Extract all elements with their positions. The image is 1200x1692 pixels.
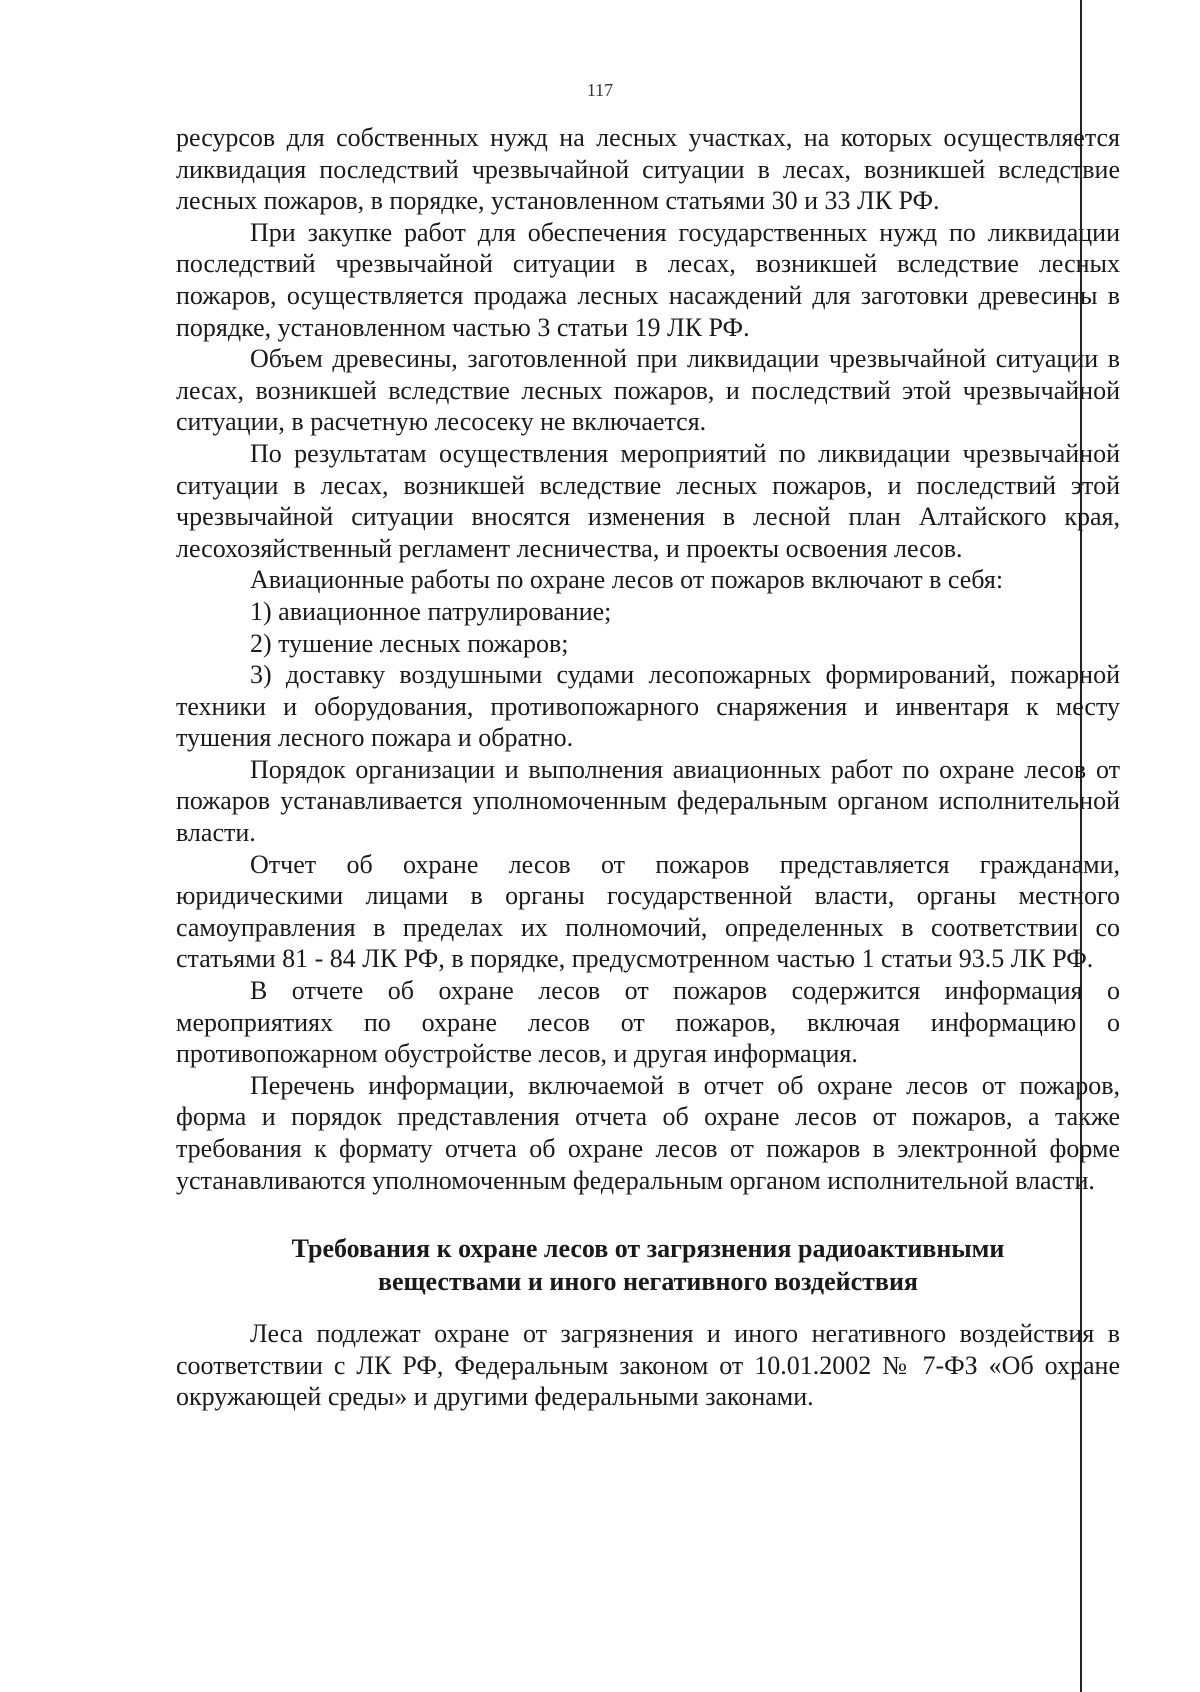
paragraph: Объем древесины, заготовленной при ликвидации чрезвычайной ситуации в лесах, возникшей вследствие лесных пожаров, и последствий этой чрезвычайной ситуации, в расчетную лесосеку не включается.: [176, 344, 1120, 437]
paragraph: При закупке работ для обеспечения государственных нужд по ликвидации последствий чрезвычайной ситуации в лесах, возникшей вследствие лесных пожаров, осуществляется продажа лесных насаждений для заготовки древесины в порядке, установленном частью 3 статьи 19 ЛК РФ.: [176, 217, 1120, 342]
paragraph: Леса подлежат охране от загрязнения и иного негативного воздействия в соответствии с ЛК РФ, Федеральным законом от 10.01.2002 № 7-ФЗ «Об охране окружающей среды» и другими федеральными законами.: [176, 1319, 1120, 1412]
paragraph: По результатам осуществления мероприятий по ликвидации чрезвычайной ситуации в лесах, возникшей вследствие лесных пожаров, и последствий этой чрезвычайной ситуации вносятся изменения в лесной план Алтайского края, лесохозяйственный регламент лесничества, и проекты освоения лесов.: [176, 438, 1120, 563]
page-number: 117: [586, 80, 614, 100]
paragraph: ресурсов для собственных нужд на лесных участках, на которых осуществляется ликвидация последствий чрезвычайной ситуации в лесах, возникшей вследствие лесных пожаров, в порядке, установленном статьями 30 и 33 ЛК РФ.: [176, 123, 1120, 216]
paragraph: Перечень информации, включаемой в отчет об охране лесов от пожаров, форма и порядок представления отчета об охране лесов от пожаров, а также требования к формату отчета об охране лесов от пожаров в электронной форме устанавливаются уполномоченным федеральным органом исполнительной власти.: [176, 1070, 1120, 1195]
paragraph: Авиационные работы по охране лесов от пожаров включают в себя:: [250, 565, 1004, 595]
paragraph: Порядок организации и выполнения авиационных работ по охране лесов от пожаров устанавливается уполномоченным федеральным органом исполнительной власти.: [176, 754, 1120, 848]
list-item: 1) авиационное патрулирование;: [250, 596, 612, 626]
list-item: 3) доставку воздушными судами лесопожарных формирований, пожарной техники и оборудования, противопожарного снаряжения и инвентаря к месту тушения лесного пожара и обратно.: [176, 660, 1120, 753]
paragraph: В отчете об охране лесов от пожаров содержится информация о мероприятиях по охране лесов от пожаров, включая информацию о противопожарном обустройстве лесов, и другая информация.: [176, 976, 1120, 1069]
document-body: [176, 122, 1120, 1413]
section-heading-line: веществами и иного негативного воздействия: [377, 1267, 919, 1297]
section-heading-line: Требования к охране лесов от загрязнения радиоактивными: [291, 1234, 1005, 1264]
section-heading: [176, 1232, 1120, 1298]
paragraph: Отчет об охране лесов от пожаров представляется гражданами, юридическими лицами в органы государственной власти, органы местного самоуправления в пределах их полномочий, определенных в соответствии со статьями 81 - 84 ЛК РФ, в порядке, предусмотренном частью 1 статьи 93.5 ЛК РФ.: [176, 849, 1120, 974]
list-item: 2) тушение лесных пожаров;: [250, 628, 569, 658]
